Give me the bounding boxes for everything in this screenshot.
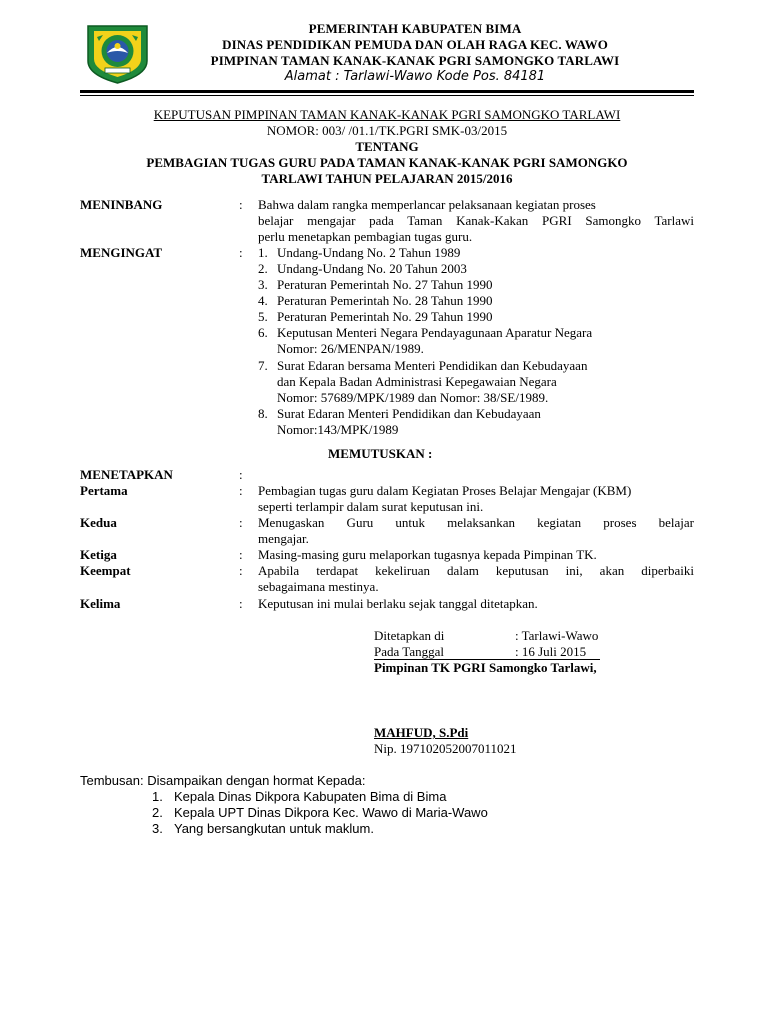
mengingat-item-4: Peraturan Pemerintah No. 28 Tahun 1990 [277, 293, 493, 308]
mengingat-num-8: 8. [258, 406, 268, 421]
mengingat-colon: : [239, 245, 243, 260]
kop-line-2: DINAS PENDIDIKAN PEMUDA DAN OLAH RAGA KEC. WAWO [222, 37, 608, 52]
mengingat-num-3: 3. [258, 277, 268, 292]
mengingat-item-8-line-2: Nomor:143/MPK/1989 [277, 422, 399, 437]
menimbang-colon: : [239, 197, 243, 212]
mengingat-item-7-line-3: Nomor: 57689/MPK/1989 dan Nomor: 38/SE/1989. [277, 390, 549, 405]
kabupaten-bima-logo [85, 23, 150, 85]
ketiga-colon: : [239, 547, 243, 562]
tanggal-row [374, 644, 600, 660]
pertama-line-2: seperti terlampir dalam surat keputusan ini. [258, 499, 484, 514]
menetapkan-colon: : [239, 467, 243, 482]
kedua-colon: : [239, 515, 243, 530]
menetapkan-label: MENETAPKAN [80, 467, 173, 482]
kelima-label: Kelima [80, 596, 121, 611]
tentang-label: TENTANG [355, 139, 419, 154]
mengingat-item-8-line-1: Surat Edaran Menteri Pendidikan dan Kebudayaan [277, 406, 541, 421]
signatory-position: Pimpinan TK PGRI Samongko Tarlawi, [374, 660, 597, 675]
tembusan-item-3: Yang bersangkutan untuk maklum. [174, 821, 374, 836]
subject-line-2: TARLAWI TAHUN PELAJARAN 2015/2016 [261, 171, 513, 186]
mengingat-item-7-line-2: dan Kepala Badan Administrasi Kepegawaian Negara [277, 374, 557, 389]
tembusan-num-3: 3. [152, 821, 163, 836]
kop-address: Alamat : Tarlawi-Wawo Kode Pos. 84181 [284, 69, 546, 84]
signatory-nip: Nip. 197102052007011021 [374, 741, 517, 756]
mengingat-num-1: 1. [258, 245, 268, 260]
signatory-name: MAHFUD, S.Pdi [374, 725, 469, 740]
kedua-line-2: mengajar. [258, 531, 309, 546]
ditetapkan-value: : Tarlawi-Wawo [515, 628, 599, 643]
letterhead-rule-thick [80, 90, 694, 93]
decision-number: NOMOR: 003/ /01.1/TK.PGRI SMK-03/2015 [266, 123, 508, 138]
decision-heading [80, 107, 694, 123]
menimbang-line-3: perlu menetapkan pembagian tugas guru. [258, 229, 473, 244]
tembusan-intro: Tembusan: Disampaikan dengan hormat Kepada: [80, 773, 366, 788]
mengingat-item-6-line-2: Nomor: 26/MENPAN/1989. [277, 341, 424, 356]
mengingat-num-6: 6. [258, 325, 268, 340]
mengingat-item-5: Peraturan Pemerintah No. 29 Tahun 1990 [277, 309, 493, 324]
memutuskan-heading: MEMUTUSKAN : [328, 446, 433, 461]
menimbang-line-1: Bahwa dalam rangka memperlancar pelaksanaan kegiatan proses [258, 197, 596, 212]
mengingat-num-2: 2. [258, 261, 268, 276]
pertama-colon: : [239, 483, 243, 498]
mengingat-item-2: Undang-Undang No. 20 Tahun 2003 [277, 261, 467, 276]
mengingat-item-3: Peraturan Pemerintah No. 27 Tahun 1990 [277, 277, 493, 292]
kelima-line-1: Keputusan ini mulai berlaku sejak tanggal ditetapkan. [258, 596, 538, 611]
mengingat-num-5: 5. [258, 309, 268, 324]
letterhead-rule-thin [80, 95, 694, 96]
mengingat-num-4: 4. [258, 293, 268, 308]
keempat-label: Keempat [80, 563, 131, 578]
mengingat-item-6-line-1: Keputusan Menteri Negara Pendayagunaan Aparatur Negara [277, 325, 593, 340]
ketiga-line-1: Masing-masing guru melaporkan tugasnya kepada Pimpinan TK. [258, 547, 597, 562]
kedua-line-1: Menugaskan Guru untuk melaksankan kegiatan proses belajar [258, 515, 694, 530]
menimbang-line-2: belajar mengajar pada Taman Kanak-Kakan PGRI Samongko Tarlawi [258, 213, 694, 228]
pertama-label: Pertama [80, 483, 128, 498]
keempat-colon: : [239, 563, 243, 578]
kedua-label: Kedua [80, 515, 117, 530]
tembusan-item-1: Kepala Dinas Dikpora Kabupaten Bima di Bima [174, 789, 447, 804]
kop-line-3: PIMPINAN TAMAN KANAK-KANAK PGRI SAMONGKO TARLAWI [210, 53, 620, 68]
mengingat-num-7: 7. [258, 358, 268, 373]
tanggal-label: Pada Tanggal [374, 644, 444, 659]
keempat-line-2: sebagaimana mestinya. [258, 579, 379, 594]
keempat-line-1: Apabila terdapat kekeliruan dalam keputusan ini, akan diperbaiki [258, 563, 694, 578]
kop-line-1: PEMERINTAH KABUPATEN BIMA [308, 21, 522, 36]
tembusan-item-2: Kepala UPT Dinas Dikpora Kec. Wawo di Maria-Wawo [174, 805, 488, 820]
pertama-line-1: Pembagian tugas guru dalam Kegiatan Proses Belajar Mengajar (KBM) [258, 483, 632, 498]
tanggal-value: : 16 Juli 2015 [515, 644, 587, 659]
tembusan-num-2: 2. [152, 805, 163, 820]
decision-heading-text: KEPUTUSAN PIMPINAN TAMAN KANAK-KANAK PGRI SAMONGKO TARLAWI [153, 107, 621, 122]
subject-line-1: PEMBAGIAN TUGAS GURU PADA TAMAN KANAK-KANAK PGRI SAMONGKO [146, 155, 628, 170]
ketiga-label: Ketiga [80, 547, 117, 562]
tembusan-num-1: 1. [152, 789, 163, 804]
mengingat-item-7-line-1: Surat Edaran bersama Menteri Pendidikan dan Kebudayaan [277, 358, 588, 373]
kelima-colon: : [239, 596, 243, 611]
mengingat-item-1: Undang-Undang No. 2 Tahun 1989 [277, 245, 461, 260]
menimbang-label: MENINBANG [80, 197, 163, 212]
ditetapkan-label: Ditetapkan di [374, 628, 445, 643]
mengingat-label: MENGINGAT [80, 245, 163, 260]
